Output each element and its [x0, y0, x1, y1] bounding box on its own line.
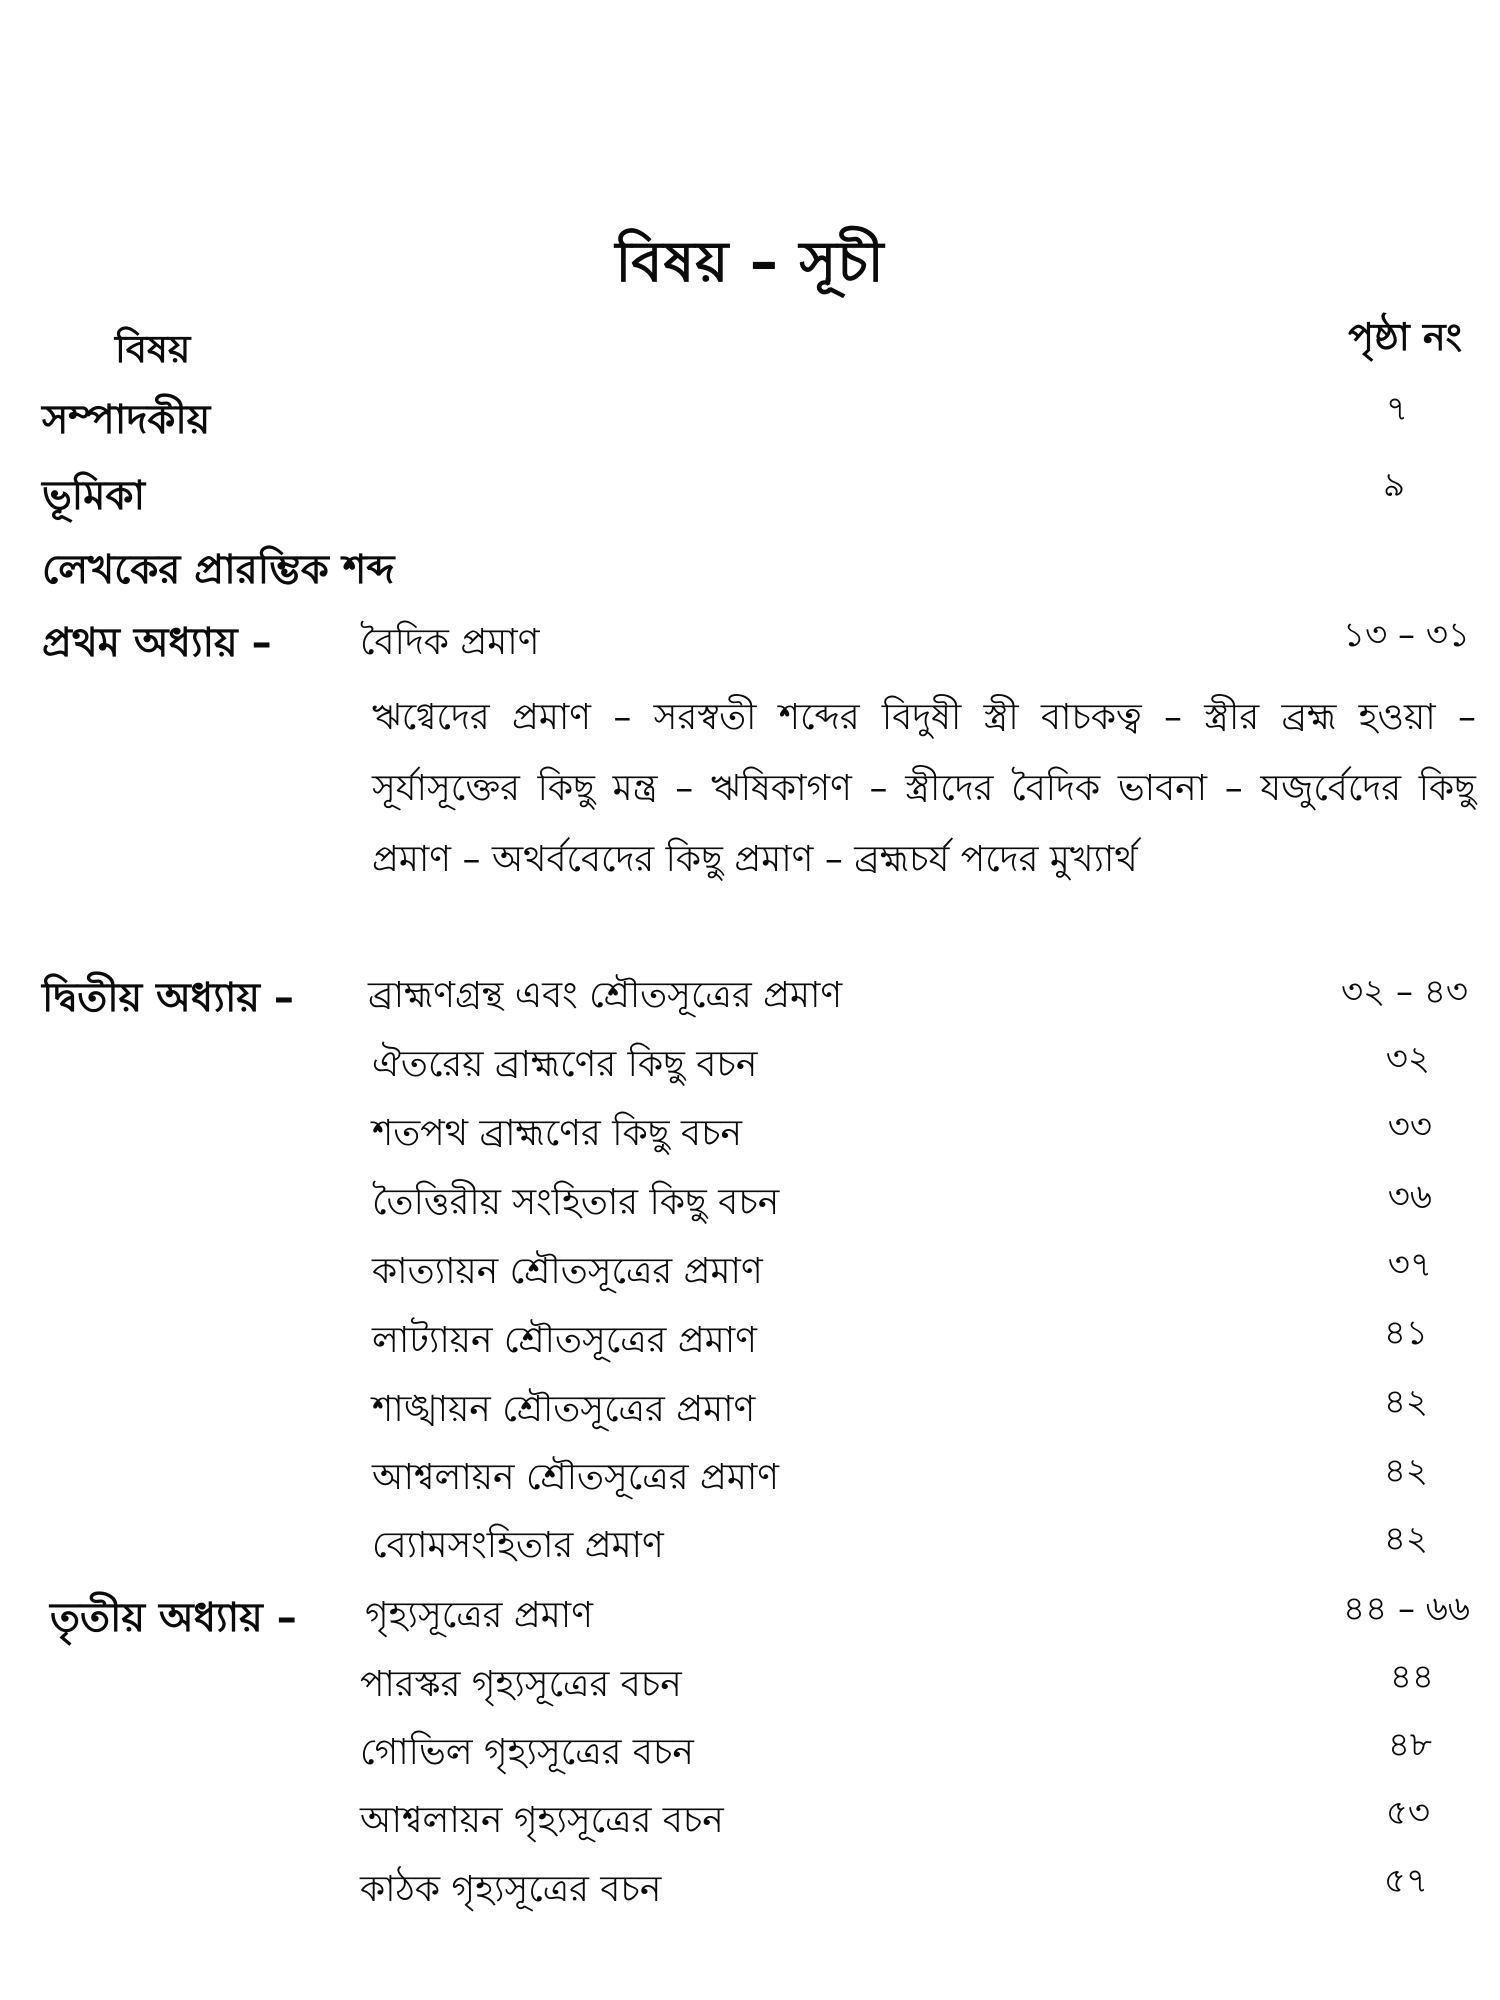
- toc-page-intro: ৯: [1382, 465, 1405, 505]
- toc-page: ৪৪: [1389, 1657, 1434, 1697]
- toc-page: ৩৬: [1387, 1177, 1432, 1217]
- toc-chapter-2-title: ব্রাহ্মণগ্রন্থ এবং শ্রৌতসূত্রের প্রমাণ: [368, 975, 843, 1016]
- toc-chapter-3-label: তৃতীয় অধ্যায় –: [50, 1595, 297, 1641]
- toc-entry-intro: ভূমিকা: [42, 473, 146, 519]
- page-title: বিষয় – সূচী: [615, 230, 885, 295]
- toc-page: ৪৮: [1387, 1725, 1432, 1765]
- toc-page: ৫৭: [1383, 1861, 1428, 1901]
- toc-page: ৪১: [1383, 1313, 1428, 1353]
- toc-entry: আশ্বলায়ন গৃহ্যসূত্রের বচন: [360, 1800, 724, 1841]
- toc-chapter-3-title: গৃহ্যসূত্রের প্রমাণ: [365, 1595, 593, 1636]
- toc-entry: কাত্যায়ন শ্রৌতসূত্রের প্রমাণ: [372, 1251, 763, 1292]
- toc-page: ৩২: [1385, 1039, 1430, 1079]
- toc-entry: শাঙ্খায়ন শ্রৌতসূত্রের প্রমাণ: [372, 1389, 756, 1430]
- toc-chapter-1-pages: ১৩ – ৩১: [1343, 615, 1470, 655]
- toc-page: ৩৭: [1387, 1245, 1432, 1285]
- toc-page: ৪২: [1383, 1451, 1428, 1491]
- toc-page: ৩৩: [1387, 1107, 1432, 1147]
- toc-chapter-2-label: দ্বিতীয় অধ্যায় –: [42, 975, 294, 1021]
- toc-page-editorial: ৭: [1385, 389, 1408, 429]
- toc-chapter-2-pages: ৩২ – ৪৩: [1341, 972, 1468, 1012]
- toc-page: ৪২: [1383, 1519, 1428, 1559]
- toc-entry: পারস্কর গৃহ্যসূত্রের বচন: [360, 1664, 682, 1705]
- toc-entry-editorial: সম্পাদকীয়: [42, 397, 211, 443]
- toc-page: ৪২: [1383, 1382, 1428, 1422]
- toc-chapter-1-title: বৈদিক প্রমাণ: [360, 622, 540, 663]
- toc-entry: তৈত্তিরীয় সংহিতার কিছু বচন: [372, 1182, 780, 1223]
- toc-entry: ঐতরেয় ব্রাহ্মণের কিছু বচন: [372, 1044, 758, 1085]
- toc-entry: লাট্যায়ন শ্রৌতসূত্রের প্রমাণ: [372, 1320, 757, 1361]
- toc-chapter-1-description: ঋগ্বেদের প্রমাণ – সরস্বতী শব্দের বিদুষী স্ত্রী বাচকত্ব – স্ত্রীর ব্রহ্ম হওয়া – সূর্যাসূক্তের কিছু মন্ত্র – ঋষিকাগণ – স্ত্রীদের বৈদিক ভাবনা – যজুর্বেদের কিছু প্রমাণ – অথর্ববেদের কিছু প্রমাণ – ব্রহ্মচর্য পদের মুখ্যার্থ: [372, 697, 1476, 880]
- toc-page: ৫৩: [1385, 1793, 1430, 1833]
- toc-chapter-3-pages: ৪৪ – ৬৬: [1343, 1589, 1470, 1629]
- toc-entry-author-words: লেখকের প্রারম্ভিক শব্দ: [42, 547, 395, 593]
- column-header-subject: বিষয়: [115, 327, 191, 371]
- toc-entry: ব্যোমসংহিতার প্রমাণ: [372, 1525, 664, 1566]
- toc-chapter-1-label: প্রথম অধ্যায় –: [42, 620, 272, 666]
- column-header-page-no: পৃষ্ঠা নং: [1348, 315, 1462, 359]
- toc-entry: শতপথ ব্রাহ্মণের কিছু বচন: [372, 1113, 742, 1154]
- toc-entry: কাঠক গৃহ্যসূত্রের বচন: [360, 1869, 662, 1910]
- toc-entry: আশ্বলায়ন শ্রৌতসূত্রের প্রমাণ: [372, 1457, 780, 1498]
- toc-entry: গোভিল গৃহ্যসূত্রের বচন: [360, 1732, 694, 1773]
